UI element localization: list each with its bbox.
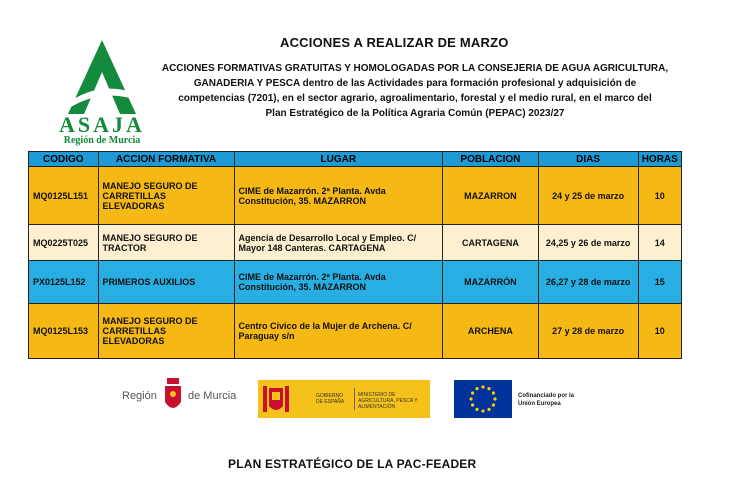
intro-line: GANADERIA Y PESCA dentro de las Actividades para formación profesional y adquisición de	[193, 78, 637, 89]
intro-text	[150, 61, 680, 121]
cell-horas: 14	[638, 225, 682, 261]
cell-accion: MANEJO SEGURO DE TRACTOR	[98, 225, 234, 261]
col-header-accion: ACCION FORMATIVA	[98, 152, 234, 167]
cell-horas: 10	[638, 167, 682, 225]
col-header-codigo: CODIGO	[29, 152, 99, 167]
eu-text-line: Unión Europea	[518, 401, 561, 407]
eu-text-line: Cofinanciado por la	[518, 393, 575, 399]
cell-lugar: CIME de Mazarrón. 2ª Planta. Avda Constitución, 35. MAZARRON	[234, 167, 443, 225]
murcia-crest-icon	[162, 376, 184, 416]
gobierno-divider	[354, 388, 355, 410]
table-row	[29, 304, 682, 359]
cell-codigo: PX0125L152	[29, 261, 99, 304]
cell-codigo: MQ0125L151	[29, 167, 99, 225]
cell-lugar: Centro Cívico de la Mujer de Archena. C/ Paraguay s/n	[234, 304, 443, 359]
asaja-logo-region: Región de Murcia	[63, 135, 141, 146]
eu-flag-icon	[454, 380, 512, 418]
col-header-dias: DIAS	[538, 152, 638, 167]
region-murcia-text-right: de Murcia	[188, 390, 237, 402]
region-murcia-logo	[122, 376, 242, 420]
eu-cofinanciado-text	[518, 392, 574, 408]
cell-codigo: MQ0225T025	[29, 225, 99, 261]
page-title: ACCIONES A REALIZAR DE MARZO	[280, 35, 509, 50]
cell-accion: MANEJO SEGURO DE CARRETILLAS ELEVADORAS	[98, 167, 234, 225]
cell-accion: MANEJO SEGURO DE CARRETILLAS ELEVADORAS	[98, 304, 234, 359]
cell-poblacion: ARCHENA	[443, 304, 539, 359]
cell-horas: 15	[638, 261, 682, 304]
cell-lugar: Agencia de Desarrollo Local y Empleo. C/ Mayor 148 Canteras. CARTAGENA	[234, 225, 443, 261]
cell-accion: PRIMEROS AUXILIOS	[98, 261, 234, 304]
footer-title: PLAN ESTRATÉGICO DE LA PAC-FEADER	[228, 457, 477, 471]
table-header-row	[29, 152, 682, 167]
asaja-logo-text: ASAJA	[59, 112, 145, 137]
intro-line: ACCIONES FORMATIVAS GRATUITAS Y HOMOLOGADAS POR LA CONSEJERIA DE AGUA AGRICULTURA,	[161, 63, 669, 74]
cell-dias: 24 y 25 de marzo	[538, 167, 638, 225]
cell-lugar: CIME de Mazarrón. 2ª Planta. Avda Constitución, 35. MAZARRON	[234, 261, 443, 304]
cell-poblacion: CARTAGENA	[443, 225, 539, 261]
ministerio-text: MINISTERIO DE AGRICULTURA, PESCA Y ALIMENTACIÓN	[358, 392, 418, 410]
table-row	[29, 261, 682, 304]
cell-dias: 24,25 y 26 de marzo	[538, 225, 638, 261]
table-row	[29, 167, 682, 225]
cell-poblacion: MAZARRON	[443, 167, 539, 225]
spain-shield-icon	[261, 382, 291, 416]
gobierno-espana-logo	[258, 380, 430, 418]
cell-poblacion: MAZARRÓN	[443, 261, 539, 304]
cell-dias: 27 y 28 de marzo	[538, 304, 638, 359]
col-header-lugar: LUGAR	[234, 152, 443, 167]
courses-table	[28, 151, 682, 359]
col-header-horas: HORAS	[638, 152, 682, 167]
cell-horas: 10	[638, 304, 682, 359]
intro-line: Plan Estratégico de la Política Agraria Común (PEPAC) 2023/27	[265, 108, 565, 119]
table-row	[29, 225, 682, 261]
region-murcia-text-left: Región	[122, 390, 157, 402]
gobierno-text: GOBIERNO DE ESPAÑA	[316, 393, 345, 405]
intro-line: competencias (7201), en el sector agrario, agroalimentario, forestal y el medio rural, en el marco del	[178, 93, 652, 104]
cell-codigo: MQ0125L153	[29, 304, 99, 359]
col-header-poblacion: POBLACION	[443, 152, 539, 167]
cell-dias: 26,27 y 28 de marzo	[538, 261, 638, 304]
